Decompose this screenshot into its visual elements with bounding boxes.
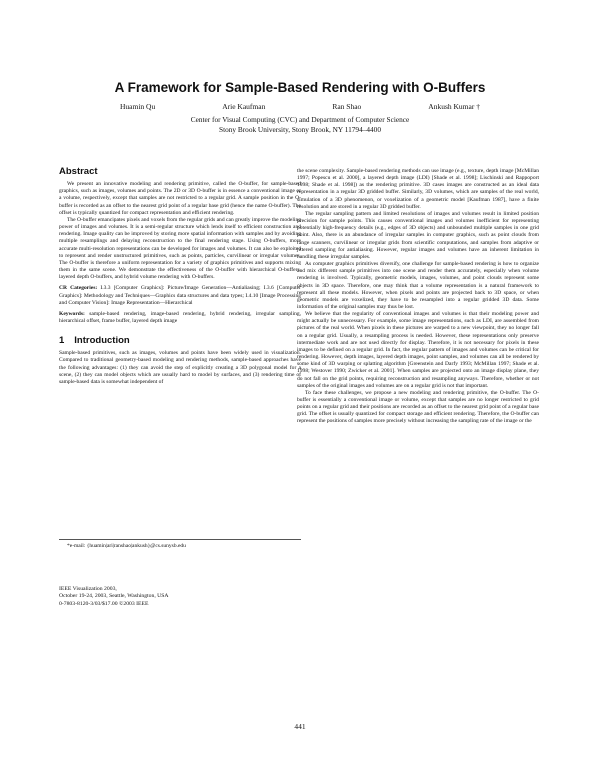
section-title: Introduction	[74, 335, 130, 347]
keywords	[59, 311, 301, 325]
introduction-paragraph: Sample-based primitives, such as images, volumes and points have been widely used in visualization. Compared to traditional geometry-based modeling and rendering methods, sample-based approaches have the following advantages: (1) they can avoid the step of explicitly creating a 3D polygonal model for a scene, (2) they can model objects which are usually hard to model by surfaces, and (3) rendering time of sample-based data is somewhat independent of	[59, 350, 301, 385]
affiliation	[0, 115, 600, 135]
author-list	[120, 102, 480, 111]
right-column	[297, 168, 539, 426]
conference-line: October 19-24, 2003, Seattle, Washington, USA	[59, 593, 169, 600]
cr-label: CR Categories:	[59, 285, 98, 292]
affiliation-line: Center for Visual Computing (CVC) and Department of Computer Science	[190, 115, 410, 124]
body-paragraph: We believe that the regularity of conventional images and volumes is that their modeling power and might actually be unnecessary. For example, some image representations, such as LDI, are assembled from pictures of the real world. When pixels in these pictures are warped to a new viewpoint, they no longer fall on a regular grid. Usually, a resampling process is needed. However, these representations only preserve intermediate work and are not used directly for display. Therefore, it is not necessary for pixels in these images to be defined on a regular grid. In fact, the regular pattern of images and volumes can be critical for rendering. However, depth images, layered depth images, point samples, and volumes can all be rendered by some kind of 3D warping or splatting algorithm [Greenstein and Darfy 1993; McMillan 1997; Shade et al. 1998; Westover 1990; Zwicker et al. 2001]. When samples are projected onto an image display plane, they do not fall on the grid points, requiring reconstruction and resampling anyways. Therefore, whether or not samples of the original images and volumes are on a regular grid is not that important.	[297, 311, 539, 389]
page-number: 441	[294, 722, 306, 731]
body-paragraph: the scene complexity. Sample-based rendering methods can use image (e.g., texture, depth image [McMillan 1997; Popescu et al. 2000], a layered depth image (LDI) [Shade et al. 1998]; Lischinski and Rappoport 1998; Shade et al. 1998]) as the rendering primitive. 3D cases images are constructed as an ideal data representation in a regular 3D gridded buffer. Similarly, 3D volumes, which are samples of the real world, simulation of a 3D phenomenon, or voxelization of a geometric model [Kaufman 1987], have a finite resolution and are stored in a regular 3D gridded buffer.	[297, 168, 539, 210]
conference-line: IEEE Visualization 2003,	[59, 586, 117, 592]
abstract-heading: Abstract	[59, 166, 98, 177]
body-paragraph: To face these challenges, we propose a new modeling and rendering primitive, the O-buffer. The O-buffer is essentially a conventional image or volume, except that samples are no longer restricted to grid points on a regular grid and their positions are recorded as an offset to the nearest grid point of a regular base grid. The offset is usually quantized for compact storage and efficient rendering. Therefore, the O-buffer can represent the positions of samples more precisely without increasing the sampling rate of the image or the	[297, 389, 539, 425]
paper-title: A Framework for Sample-Based Rendering with O-Buffers	[114, 80, 486, 95]
body-paragraph: As computer graphics primitives diversify, one challenge for sample-based rendering is how to organize and mix different sample primitives into one scene and render them accurately, especially when volume rendering is involved. Typically, geometric models, images, volumes, and point clouds represent some objects in 3D space. Therefore, one may think that a volume representation is a natural framework to represent all these models. However, when pixels and points are projected back to 3D space, or when geometric models are voxelized, they have to be resampled into a regular gridded 3D data. Some information of the original samples may thus be lost.	[297, 261, 539, 310]
keywords-label: Keywords:	[59, 310, 85, 317]
left-column	[59, 168, 301, 386]
introduction-heading	[59, 335, 301, 347]
keywords-text: sample-based rendering, image-based rendering, hybrid rendering, irregular sampling, hierarchical offset, frame buffer, layered depth image	[59, 310, 301, 324]
author-name: Ankush Kumar †	[428, 102, 480, 111]
conference-info	[59, 586, 301, 608]
author-name: Huamin Qu	[120, 102, 156, 111]
affiliation-line: Stony Brook University, Stony Brook, NY 11794–4400	[219, 125, 381, 134]
cr-categories	[59, 285, 301, 306]
cr-text: I.3.3 [Computer Graphics]: Picture/Image Generation—Antialiasing; I.3.6 [Computer Graphics]: Methodology and Techniques—Graphics data structures and data types; I.4.10 [Image Processing and Computer Vision]: Image Representation—Hierarchical	[59, 285, 301, 306]
author-name: Arie Kaufman	[222, 102, 266, 111]
footnote-text: *e-mail: {huamin|ari|ranshao|ankush}@cs.sunysb.edu	[67, 543, 186, 549]
abstract-paragraph: The O-buffer emancipates pixels and voxels from the regular grids and can greatly improve the modeling power of images and volumes. It is a semi-regular structure which lends itself to efficient construction and rendering. Image quality can be improved by storing more spatial information with samples and by avoiding multiple resamplings and delaying reconstruction to the final rendering stage. Using O-buffers, more accurate multi-resolution representations can be developed for images and volumes. It can also be exploited to represent and render unstructured primitives, such as points, particles, curvilinear or irregular volumes. The O-buffer is therefore a uniform representation for a variety of graphics primitives and supports mixing them in the same scene. We demonstrate the effectiveness of the O-buffer with hierarchical O-buffers, layered depth O-buffers, and hybrid volume rendering with O-buffers.	[59, 216, 301, 281]
body-paragraph: The regular sampling pattern and limited resolutions of images and volumes result in limited position precision for sample points. This causes conventional images and volumes inefficient for representing potentially high-frequency details (e.g., edges of 3D objects) and unbounded multiple samples in one grid point. Also, there is an abundance of irregular samples in computer graphics, such as point clouds from range scanners, curvilinear or irregular grids from scientific computations, and samples from adaptive or jittered sampling for antialiasing. However, regular images and volumes have an inherent limitation in handling these irregular samples.	[297, 210, 539, 260]
author-name: Ran Shao	[332, 102, 362, 111]
conference-line: 0-7803-8120-3/03/$17.00 ©2003 IEEE	[59, 600, 149, 607]
footnote	[59, 539, 301, 550]
section-number: 1	[59, 335, 65, 347]
abstract-paragraph: We present an innovative modeling and rendering primitive, called the O-buffer, for sample-based graphics, such as images, volumes and points. The 2D or 3D O-buffer is in essence a conventional image or a volume, respectively, except that samples are not restricted to a regular grid. A sample position in the O-buffer is recorded as an offset to the nearest grid point of a regular base grid (hence the name O-buffer). The offset is typically quantized for compact representation and efficient rendering.	[59, 181, 301, 216]
